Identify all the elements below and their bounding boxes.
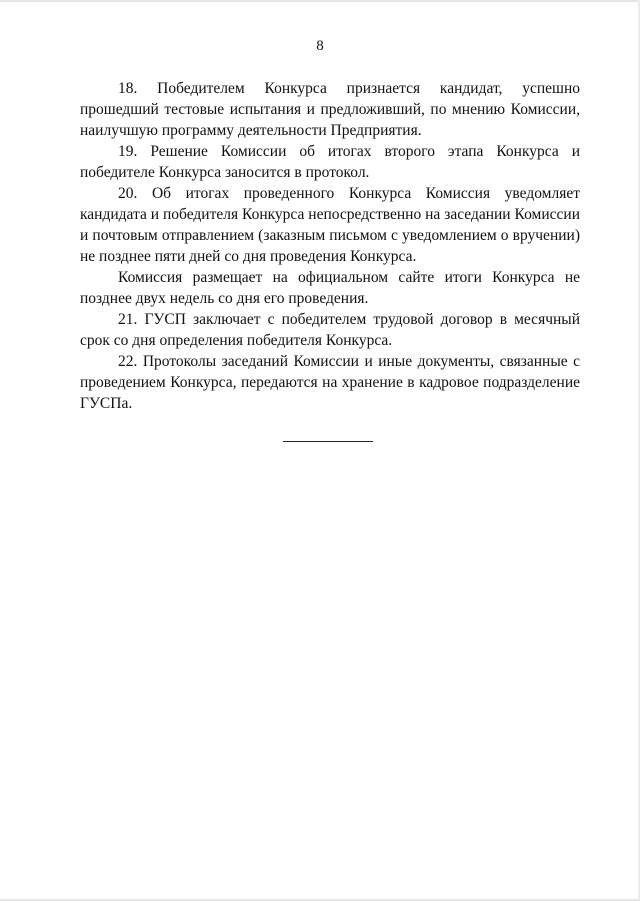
document-body xyxy=(80,78,580,414)
paragraph-21: 21. ГУСП заключает с победителем трудовой договор в месячный срок со дня определения победителя Конкурса. xyxy=(80,311,580,349)
paragraph-20: 20. Об итогах проведенного Конкурса Комиссия уведомляет кандидата и победителя Конкурса непосредственно на заседании Комиссии и почтовым отправлением (заказным письмом с уведомлением о вручении) не позднее пяти дней со дня проведения Конкурса. xyxy=(80,185,580,265)
paragraph-19: 19. Решение Комиссии об итогах второго этапа Конкурса и победителе Конкурса заносится в протокол. xyxy=(80,143,580,181)
scan-edge-top xyxy=(0,0,640,2)
paragraph-22: 22. Протоколы заседаний Комиссии и иные документы, связанные с проведением Конкурса, передаются на хранение в кадровое подразделение ГУСПа. xyxy=(80,353,580,412)
end-divider xyxy=(283,441,373,442)
paragraph-18: 18. Победителем Конкурса признается кандидат, успешно прошедший тестовые испытания и предложивший, по мнению Комиссии, наилучшую программу деятельности Предприятия. xyxy=(80,80,580,139)
page-number: 8 xyxy=(316,38,324,54)
paragraph-20-continuation: Комиссия размещает на официальном сайте итоги Конкурса не позднее двух недель со дня его проведения. xyxy=(80,269,580,307)
